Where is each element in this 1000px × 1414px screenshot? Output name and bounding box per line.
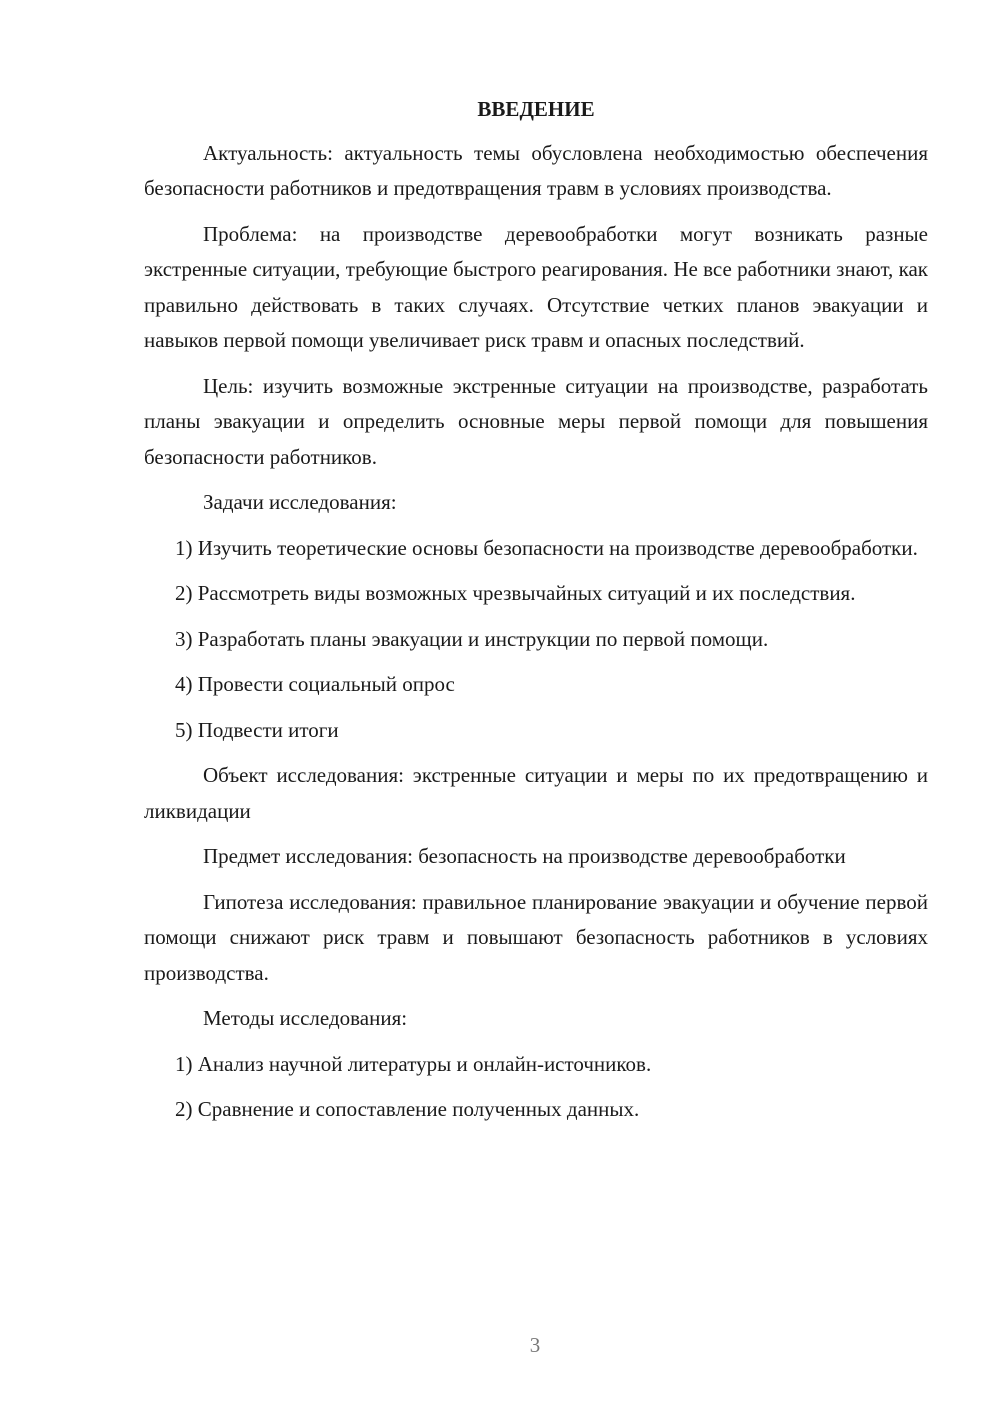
relevance-paragraph: Актуальность: актуальность темы обусловлена необходимостью обеспечения безопасности работников и предотвращения травм в условиях производства. bbox=[144, 140, 928, 200]
method-item: 1) Анализ научной литературы и онлайн-источников. bbox=[175, 1051, 652, 1076]
subject-paragraph: Предмет исследования: безопасность на производстве деревообработки bbox=[203, 844, 846, 868]
tasks-heading: Задачи исследования: bbox=[203, 490, 397, 514]
task-item: 2) Рассмотреть виды возможных чрезвычайных ситуаций и их последствия. bbox=[175, 581, 856, 605]
task-item: 5) Подвести итоги bbox=[175, 717, 339, 742]
problem-paragraph: Проблема: на производстве деревообработки могут возникать разные экстренные ситуации, требующие быстрого реагирования. Не все работники знают, как правильно действовать в таких случаях. Отсутствие четких планов эвакуации и навыков первой помощи увеличивает риск травм и опасных последствий. bbox=[144, 221, 928, 352]
document-page bbox=[144, 92, 928, 1138]
methods-heading: Методы исследования: bbox=[203, 1006, 408, 1030]
task-item: 4) Провести социальный опрос bbox=[175, 672, 455, 696]
page-number: 3 bbox=[529, 1333, 541, 1357]
method-item: 2) Сравнение и сопоставление полученных данных. bbox=[175, 1097, 640, 1121]
goal-paragraph: Цель: изучить возможные экстренные ситуации на производстве, разработать планы эвакуации и определить основные меры первой помощи для повышения безопасности работников. bbox=[144, 373, 928, 469]
hypothesis-paragraph: Гипотеза исследования: правильное планирование эвакуации и обучение первой помощи снижают риск травм и повышают безопасность работников в условиях производства. bbox=[144, 889, 928, 985]
object-paragraph: Объект исследования: экстренные ситуации и меры по их предотвращению и ликвидации bbox=[144, 763, 928, 823]
page-title: ВВЕДЕНИЕ bbox=[477, 97, 595, 121]
task-item: 1) Изучить теоретические основы безопасности на производстве деревообработки. bbox=[175, 535, 918, 560]
task-item: 3) Разработать планы эвакуации и инструкции по первой помощи. bbox=[175, 626, 769, 651]
